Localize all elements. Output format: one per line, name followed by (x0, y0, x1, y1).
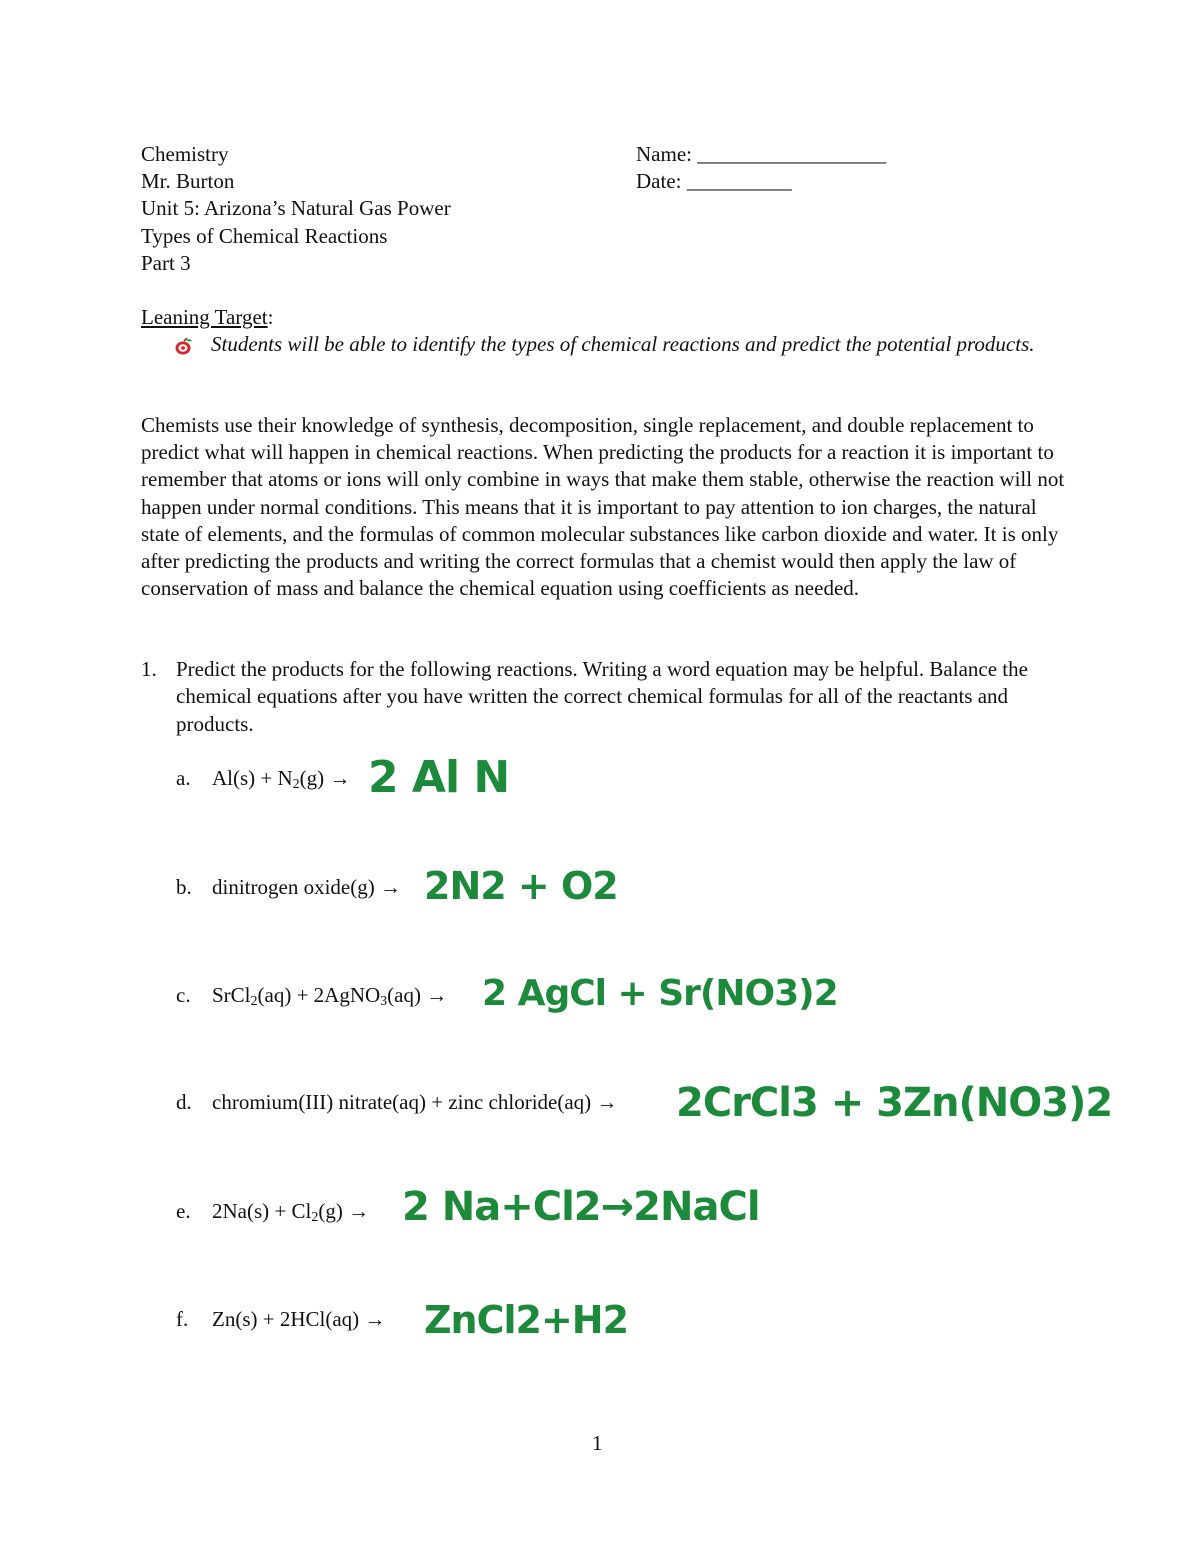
part-label: Part 3 (141, 250, 191, 275)
item-e-answer: 2 Na+Cl2→2NaCl (402, 1184, 760, 1230)
target-colon: : (267, 305, 274, 329)
eq-text: (g) → (299, 766, 351, 790)
eq-text: (aq) + 2AgNO (257, 983, 381, 1007)
course-name: Chemistry (141, 142, 229, 166)
eq-text: chromium(III) nitrate(aq) + zinc chloride(aq) → (212, 1090, 618, 1114)
item-a-answer: 2 Al N (368, 752, 510, 803)
item-f-answer: ZnCl2+H2 (424, 1298, 629, 1342)
eq-subscript: 2 (250, 994, 258, 1009)
item-f-equation (212, 1306, 385, 1333)
question-number: 1. (141, 657, 157, 681)
eq-subscript: 3 (380, 994, 388, 1009)
header-right (636, 141, 886, 195)
intro-paragraph: Chemists use their knowledge of synthesis, decomposition, single replacement, and double replacement to predict what will happen in chemical reactions. When predicting the products for a reaction it is important to remember that atoms or ions will only combine in ways that make them stable, otherwise the reaction will not happen under normal conditions. This means that it is important to pay attention to ion charges, the natural state of elements, and the formulas of common molecular substances like carbon dioxide and water. It is only after predicting the products and writing the correct formulas that a chemist would then apply the law of conservation of mass and balance the chemical equation using coefficients as needed. (141, 413, 1065, 601)
item-f-letter: f. (176, 1307, 189, 1331)
item-a-equation (212, 765, 350, 792)
name-field: Name: __________________ (636, 142, 887, 166)
item-a-letter: a. (176, 766, 191, 790)
question-text: Predict the products for the following reactions. Writing a word equation may be helpful. Balance the chemical equations after you have written the correct chemical formulas for all of the reactants and products. (176, 657, 1028, 736)
item-b-answer: 2N2 + O2 (424, 864, 618, 908)
page-number: 1 (592, 1431, 603, 1455)
target-label: Leaning Target (141, 305, 268, 329)
header-left (141, 141, 451, 277)
target-heading (141, 304, 273, 331)
eq-text: (aq) → (387, 983, 448, 1007)
item-b-equation (212, 874, 401, 901)
item-e-letter: e. (176, 1199, 191, 1223)
eq-subscript: 2 (311, 1210, 319, 1225)
topic-title: Types of Chemical Reactions (141, 223, 388, 248)
item-c-letter: c. (176, 983, 191, 1007)
item-d-equation (212, 1089, 617, 1116)
apple-target-icon (174, 336, 194, 356)
item-d-answer: 2CrCl3 + 3Zn(NO3)2 (676, 1080, 1113, 1126)
eq-subscript: 2 (292, 777, 300, 792)
eq-text: (g) → (318, 1199, 370, 1223)
eq-text: SrCl (212, 983, 251, 1007)
item-d-letter: d. (176, 1090, 192, 1114)
eq-text: dinitrogen oxide(g) → (212, 875, 401, 899)
eq-text: Zn(s) + 2HCl(aq) → (212, 1307, 386, 1331)
item-e-equation (212, 1198, 369, 1225)
item-b-letter: b. (176, 875, 192, 899)
teacher-name: Mr. Burton (141, 169, 235, 194)
date-field: Date: __________ (636, 169, 792, 194)
learning-objective: Students will be able to identify the types of chemical reactions and predict the potential products. (211, 332, 1035, 356)
item-c-answer: 2 AgCl + Sr(NO3)2 (482, 973, 838, 1014)
eq-text: Al(s) + N (212, 766, 293, 790)
unit-title: Unit 5: Arizona’s Natural Gas Power (141, 196, 451, 221)
item-c-equation (212, 982, 447, 1009)
eq-text: 2Na(s) + Cl (212, 1199, 312, 1223)
